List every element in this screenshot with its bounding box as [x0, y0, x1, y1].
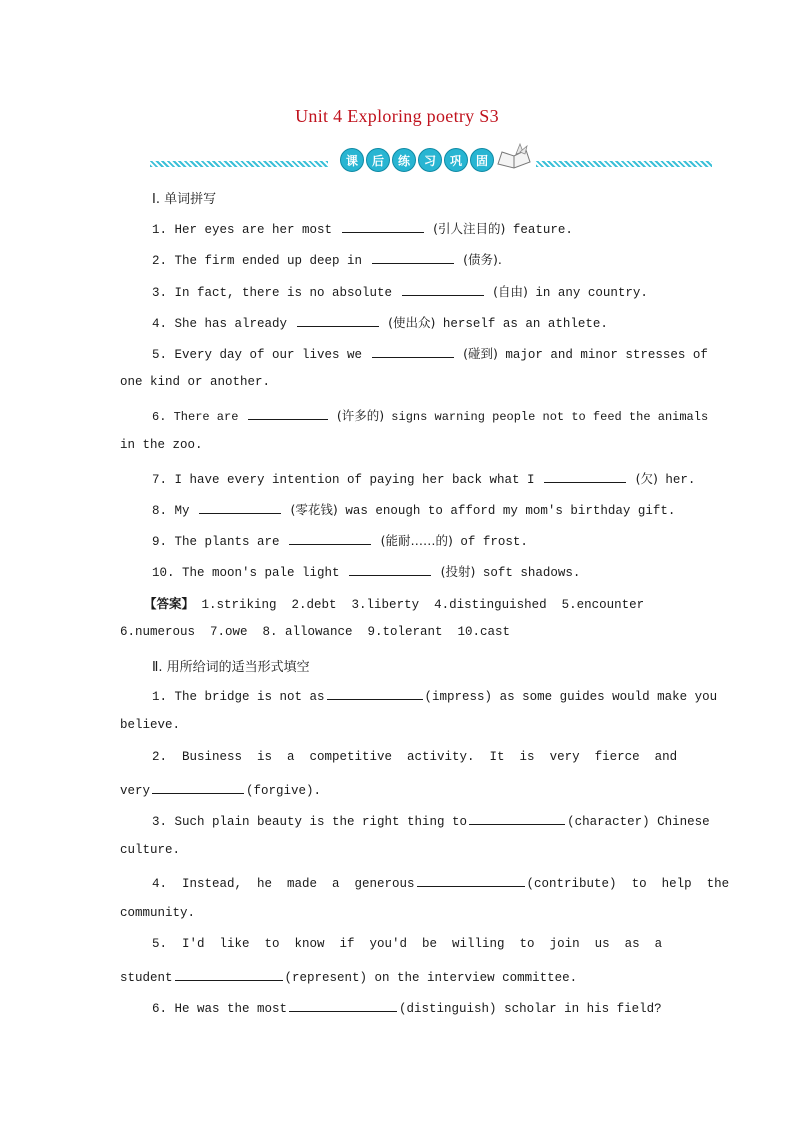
section-banner [150, 146, 712, 176]
answer-blank[interactable] [349, 563, 431, 576]
question-5-continued: one kind or another. [120, 375, 271, 389]
answer-blank[interactable] [289, 532, 371, 545]
banner-char: 后 [366, 148, 390, 172]
question-1: 1. Her eyes are her most (引人注目的) feature. [152, 221, 573, 237]
question-9: 9. The plants are (能耐……的) of frost. [152, 533, 528, 549]
banner-hatch-right [536, 161, 712, 167]
question-3: 3. In fact, there is no absolute (自由) in any country. [152, 284, 648, 300]
answer-blank[interactable] [372, 345, 454, 358]
answer-blank[interactable] [297, 314, 379, 327]
question-2: 2. The firm ended up deep in (债务). [152, 252, 502, 268]
answer-label: 【答案】 [144, 596, 195, 611]
open-book-icon [496, 142, 532, 172]
banner-char: 巩 [444, 148, 468, 172]
exercise-5-continued: student (represent) on the interview committee. [120, 968, 577, 985]
answer-key-text: 1.striking 2.debt 3.liberty 4.distinguished 5.encounter [201, 598, 645, 612]
banner-hatch-left [150, 161, 328, 167]
answer-blank[interactable] [289, 999, 397, 1012]
answer-blank[interactable] [544, 470, 626, 483]
question-5: 5. Every day of our lives we (碰到) major and minor stresses of [152, 346, 708, 362]
answer-blank[interactable] [327, 687, 423, 700]
answer-key-line-2: 6.numerous 7.owe 8. allowance 9.tolerant 10.cast [120, 625, 511, 639]
question-6: 6. There are (许多的) signs warning people not to feed the animals [152, 408, 709, 424]
answer-blank[interactable] [372, 251, 454, 264]
exercise-3-continued: culture. [120, 843, 181, 857]
banner-chips [340, 148, 494, 172]
answer-key-line-1 [144, 594, 644, 612]
answer-blank[interactable] [342, 220, 424, 233]
answer-blank[interactable] [417, 874, 525, 887]
exercise-1: 1. The bridge is not as (impress) as some guides would make you [152, 687, 717, 704]
question-10: 10. The moon's pale light (投射) soft shadows. [152, 564, 581, 580]
exercise-1-continued: believe. [120, 718, 181, 732]
exercise-4-continued: community. [120, 906, 196, 920]
exercise-2-continued: very (forgive). [120, 781, 321, 798]
answer-blank[interactable] [199, 501, 281, 514]
question-8: 8. My (零花钱) was enough to afford my mom's birthday gift. [152, 502, 676, 518]
answer-blank[interactable] [402, 283, 484, 296]
question-6-continued: in the zoo. [120, 438, 203, 452]
section-1-heading: Ⅰ. 单词拼写 [152, 192, 217, 207]
exercise-5: 5. I'd like to know if you'd be willing to join us as a [152, 937, 663, 951]
exercise-6: 6. He was the most (distinguish) scholar in his field? [152, 999, 662, 1016]
section-2-heading: Ⅱ. 用所给词的适当形式填空 [152, 660, 310, 675]
answer-blank[interactable] [469, 812, 565, 825]
banner-char: 课 [340, 148, 364, 172]
page-title: Unit 4 Exploring poetry S3 [295, 106, 499, 126]
answer-blank[interactable] [175, 968, 283, 981]
exercise-4: 4. Instead, he made a generous (contribute) to help the [152, 874, 729, 891]
answer-blank[interactable] [152, 781, 244, 794]
banner-char: 练 [392, 148, 416, 172]
question-7: 7. I have every intention of paying her back what I (欠) her. [152, 471, 696, 487]
answer-blank[interactable] [248, 407, 328, 420]
banner-char: 习 [418, 148, 442, 172]
banner-char: 固 [470, 148, 494, 172]
exercise-3: 3. Such plain beauty is the right thing to (character) Chinese [152, 812, 710, 829]
question-4: 4. She has already (使出众) herself as an athlete. [152, 315, 608, 331]
exercise-2: 2. Business is a competitive activity. It is very fierce and [152, 750, 678, 764]
